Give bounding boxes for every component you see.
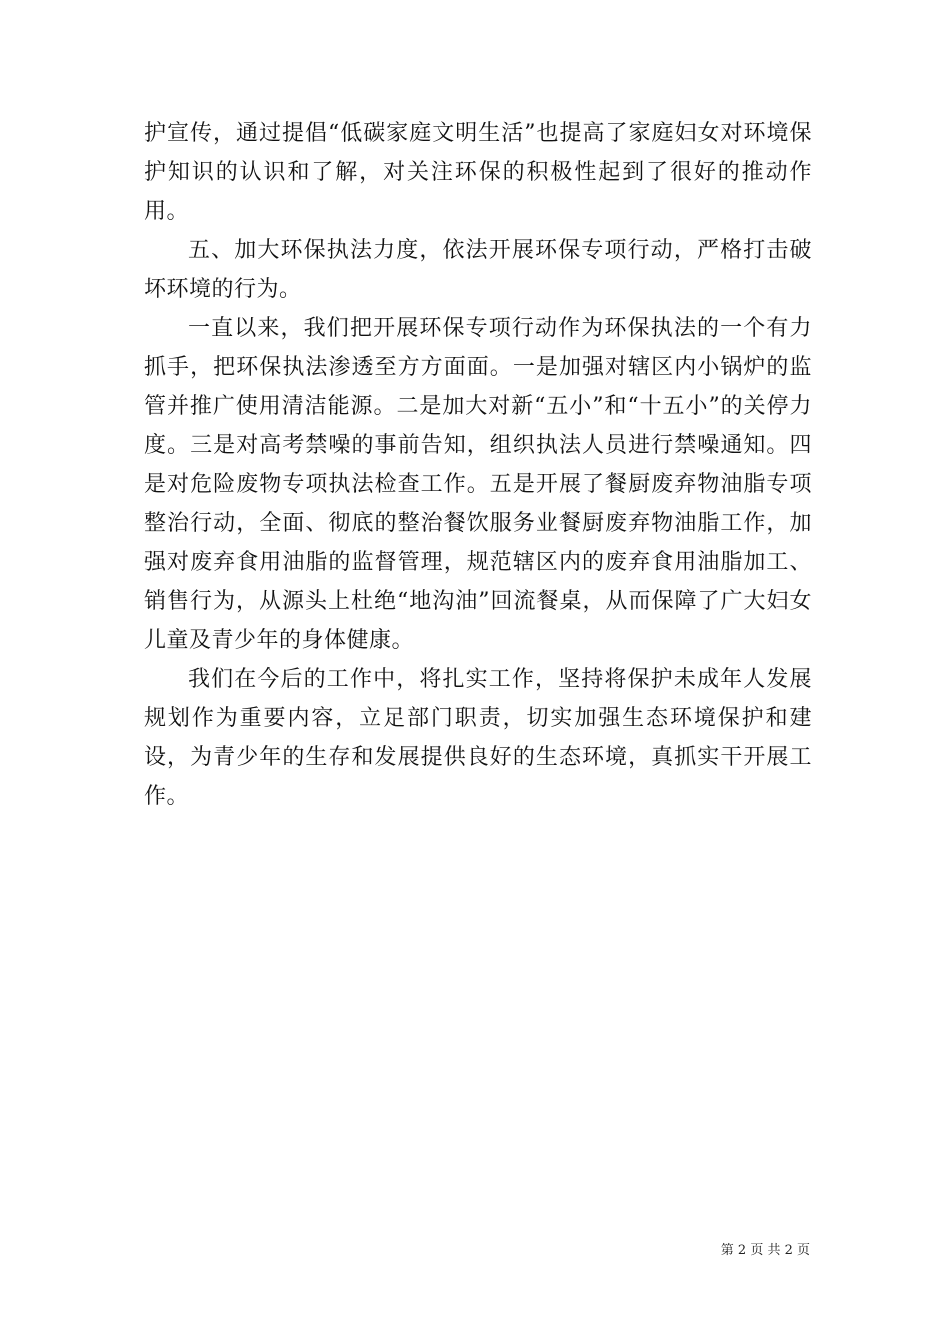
paragraph-continuation: 护宣传，通过提倡“低碳家庭文明生活”也提高了家庭妇女对环境保护知识的认识和了解，对关注环保的积极性起到了很好的推动作用。 xyxy=(144,121,812,224)
document-body xyxy=(144,114,812,816)
section-heading-five: 五、加大环保执法力度，依法开展环保专项行动，严格打击破坏环境的行为。 xyxy=(144,238,812,302)
page-number-footer: 第 2 页 共 2 页 xyxy=(720,1243,810,1258)
paragraph-enforcement: 一直以来，我们把开展环保专项行动作为环保执法的一个有力抓手，把环保执法渗透至方方面面。一是加强对辖区内小锅炉的监管并推广使用清洁能源。二是加大对新“五小”和“十五小”的关停力度。三是对高考禁噪的事前告知，组织执法人员进行禁噪通知。四是对危险废物专项执法检查工作。五是开展了餐厨废弃物油脂专项整治行动，全面、彻底的整治餐饮服务业餐厨废弃物油脂工作，加强对废弃食用油脂的监督管理，规范辖区内的废弃食用油脂加工、销售行为，从源头上杜绝“地沟油”回流餐桌，从而保障了广大妇女儿童及青少年的身体健康。 xyxy=(144,316,812,653)
paragraph-conclusion: 我们在今后的工作中，将扎实工作，坚持将保护未成年人发展规划作为重要内容，立足部门职责，切实加强生态环境保护和建设，为青少年的生存和发展提供良好的生态环境，真抓实干开展工作。 xyxy=(144,667,812,809)
